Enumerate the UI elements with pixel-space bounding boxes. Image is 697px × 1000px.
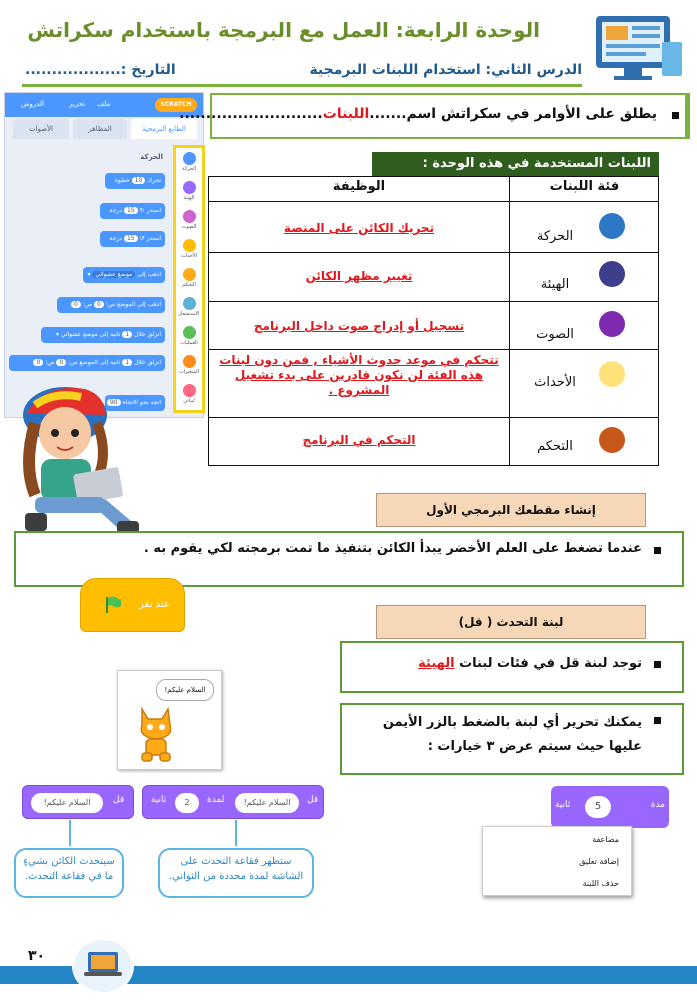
- say-for-secs-block[interactable]: [142, 785, 324, 819]
- category-events-label: الأحداث: [180, 253, 198, 259]
- scratch-menubar: [5, 93, 203, 117]
- context-menu-duplicate[interactable]: مضاعفة: [592, 835, 619, 844]
- category-column: [173, 145, 205, 413]
- col-header-function: الوظيفة: [332, 179, 386, 194]
- context-menu: [482, 826, 632, 896]
- computer-icon: [592, 12, 687, 84]
- category-looks-icon[interactable]: [183, 181, 196, 194]
- question-text: يطلق على الأوامر في سكراتش اسم.......اللبنات...........................: [179, 106, 657, 122]
- category-sensing-label: الاستشعار: [178, 311, 200, 317]
- menu-tutorials[interactable]: الدروس: [21, 100, 45, 108]
- category-looks-label: الهيئة: [183, 195, 195, 201]
- category-myblocks-icon[interactable]: [183, 384, 196, 397]
- footer-logo: [72, 938, 134, 994]
- table-row-function: تتحكم في موعد حدوث الأشياء , فمن دون لبنات هذه الفئة لن نكون قادرين على بدء تشغيل المشروع .: [219, 353, 499, 397]
- category-operators-icon[interactable]: [183, 326, 196, 339]
- menu-edit[interactable]: تحرير: [69, 100, 86, 108]
- table-row-category: التحكم: [537, 439, 573, 454]
- date-label: التاريخ :..................: [25, 62, 176, 78]
- laptop-logo-icon: [74, 940, 132, 992]
- table-row-function: تحريك الكائن على المنصة: [283, 221, 435, 235]
- looks-color-icon: [599, 261, 625, 287]
- say-block[interactable]: [22, 785, 134, 819]
- section2-text-1: توجد لبنة قل في فئات لبنات الهيئة: [418, 656, 642, 671]
- table-row-function: تغيير مظهر الكائن: [305, 269, 413, 283]
- table-title: اللبنات المستخدمة في هذه الوحدة :: [372, 152, 659, 176]
- say-for-duration-label: لمدة: [207, 795, 225, 805]
- scratch-editor-screenshot: [4, 92, 204, 418]
- block-glide-random[interactable]: انزلق خلال 1 ثانية إلى موضع عشوائي ▾: [41, 327, 165, 343]
- header-divider: [22, 84, 582, 87]
- motion-color-icon: [599, 213, 625, 239]
- sound-color-icon: [599, 311, 625, 337]
- block-turn-right[interactable]: استدر ↻ 15 درجة: [100, 203, 165, 219]
- green-flag-icon: [103, 595, 123, 615]
- category-events-icon[interactable]: [183, 239, 196, 252]
- blocks-table: [208, 176, 659, 466]
- section-header-say-block: لبنة التحدث ( قل): [376, 605, 646, 639]
- lesson-title: الدرس الثاني: استخدام اللبنات البرمجية: [309, 62, 582, 78]
- section-header-first-script: إنشاء مقطعك البرمجي الأول: [376, 493, 646, 527]
- category-control-label: التحكم: [182, 282, 196, 288]
- block-glide-xy[interactable]: انزلق خلال 1 ثانية إلى الموضع س: 0 ص: 0: [9, 355, 165, 371]
- category-sound-label: الصوت: [181, 224, 197, 230]
- menu-block-seconds[interactable]: 5: [585, 796, 611, 818]
- section2-answer: الهيئة: [418, 656, 455, 671]
- scratch-cat-icon: [132, 703, 180, 765]
- say-block-callout: سيتحدث الكائن بشيءٍ ما في فقاعة التحدث.: [14, 848, 124, 898]
- section2-text-2: يمكنك تحرير أي لبنة بالضغط بالزر الأيمن عليها حيث سيتم عرض ٣ خيارات :: [382, 715, 642, 754]
- menu-block-unit: ثانية: [555, 800, 571, 810]
- say-for-block-callout: ستظهر فقاعة التحدث على الشاشة لمدة محددة من الثواني.: [158, 848, 314, 898]
- question-answer: اللبنات: [322, 106, 370, 122]
- menu-block-prefix: مدة: [650, 800, 665, 810]
- bullet-icon: [654, 547, 661, 554]
- page-title: الوحدة الرابعة: العمل مع البرمجة باستخدام سكراتش: [27, 18, 540, 42]
- control-color-icon: [599, 427, 625, 453]
- when-flag-clicked-block[interactable]: [80, 578, 185, 632]
- block-goto-random[interactable]: اذهب إلى موضع عشوائي ▾: [83, 267, 165, 283]
- page-number: ٣٠: [28, 948, 46, 964]
- context-menu-add-comment[interactable]: إضافة تعليق: [579, 857, 619, 866]
- category-sensing-icon[interactable]: [183, 297, 196, 310]
- category-variables-label: المتغيرات: [178, 369, 200, 375]
- tab-costumes[interactable]: المظاهر: [73, 119, 127, 139]
- say-block-value[interactable]: السلام عليكم!: [31, 793, 103, 813]
- bullet-icon: [672, 112, 679, 119]
- events-color-icon: [599, 361, 625, 387]
- speech-bubble: السلام عليكم!: [156, 679, 214, 701]
- section1-text: عندما تضغط على العلم الأخضر يبدأ الكائن بتنفيذ ما تمت برمجته لكي يقوم به .: [143, 541, 642, 556]
- bullet-icon: [654, 661, 661, 668]
- say-for-seconds[interactable]: 2: [175, 793, 199, 813]
- say-for-value[interactable]: السلام عليكم!: [235, 793, 299, 813]
- category-motion-label: الحركة: [182, 166, 196, 172]
- table-row-function: تسجيل أو إدراج صوت داخل البرنامج: [253, 319, 465, 333]
- menu-file[interactable]: ملف: [97, 100, 111, 108]
- flag-block-label: عند نقر: [139, 599, 170, 610]
- table-row-category: الحركة: [536, 229, 574, 244]
- category-variables-icon[interactable]: [183, 355, 196, 368]
- say-for-unit: ثانية: [151, 795, 167, 805]
- bullet-icon: [654, 717, 661, 724]
- block-point-direction[interactable]: اتجه نحو الاتجاه 90: [105, 395, 165, 411]
- table-row-function: التحكم في البرنامج: [302, 433, 416, 447]
- col-header-category: فئة اللبنات: [549, 179, 620, 194]
- say-block-label: قل: [113, 795, 125, 805]
- say-for-label: قل: [307, 795, 319, 805]
- block-turn-left[interactable]: استدر ↺ 15 درجة: [100, 231, 165, 247]
- scratch-logo: SCRATCH: [155, 98, 197, 112]
- tab-code[interactable]: الطابع البرمجية: [131, 119, 197, 139]
- table-row-category: الأحداث: [534, 375, 576, 390]
- right-clicked-block[interactable]: [551, 786, 669, 828]
- table-row-category: الصوت: [536, 327, 574, 342]
- context-menu-delete-block[interactable]: حذف اللبنة: [582, 879, 619, 888]
- category-sound-icon[interactable]: [183, 210, 196, 223]
- callout-pointer: [235, 820, 237, 846]
- callout-pointer: [69, 820, 71, 846]
- girl-with-laptop-illustration: [5, 375, 155, 550]
- table-row-category: الهيئة: [540, 277, 570, 292]
- category-control-icon[interactable]: [183, 268, 196, 281]
- category-motion-icon[interactable]: [183, 152, 196, 165]
- tab-sounds[interactable]: الأصوات: [13, 119, 69, 139]
- sprite-preview: [117, 670, 222, 770]
- palette-section-label: الحركة: [140, 153, 163, 161]
- category-myblocks-label: لبناتي: [183, 398, 195, 404]
- block-goto-xy[interactable]: اذهب إلى الموضع س: 0 ص: 0: [57, 297, 165, 313]
- scratch-tabs: [11, 119, 197, 139]
- block-move[interactable]: تحرك 10 خطوة: [105, 173, 165, 189]
- category-operators-label: العمليات: [180, 340, 198, 346]
